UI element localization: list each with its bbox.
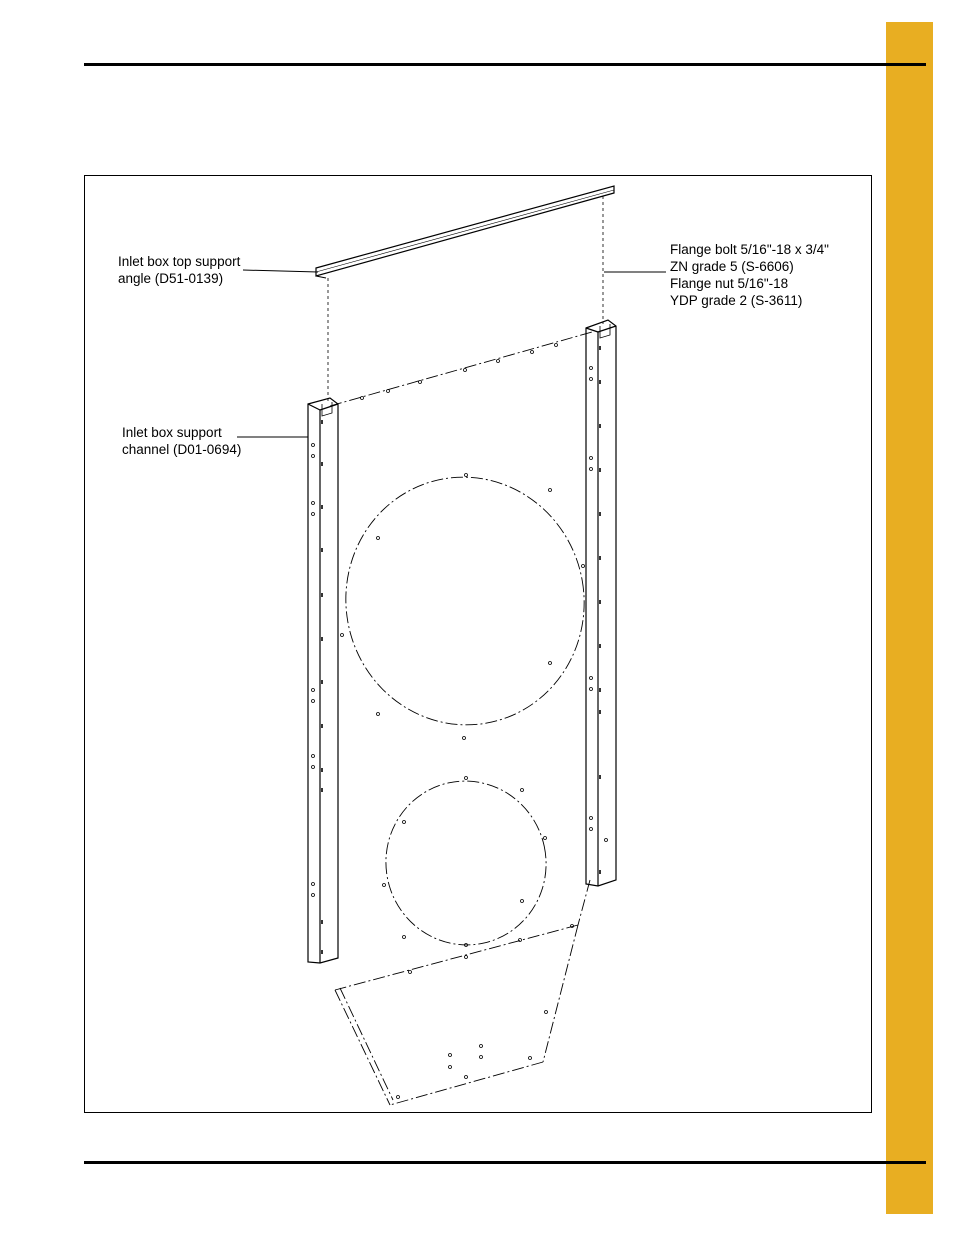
callout-line: angle (D51-0139): [118, 271, 224, 286]
top-support-angle: [316, 186, 614, 278]
inlet-plate: [326, 332, 603, 1105]
channel-slots: [322, 346, 600, 954]
callout-line: Flange bolt 5/16"-18 x 3/4": [670, 242, 829, 257]
callout-line: Inlet box top support: [118, 254, 241, 269]
callout-line: channel (D01-0694): [122, 442, 242, 457]
callout-line: ZN grade 5 (S-6606): [670, 259, 794, 274]
callout-line: Inlet box support: [122, 425, 222, 440]
left-support-channel: [308, 398, 338, 963]
bolt-holes: [312, 344, 608, 1099]
leader-line: [243, 270, 318, 272]
callout-line: Flange nut 5/16"-18: [670, 276, 789, 291]
right-support-channel: [586, 320, 616, 886]
callout-line: YDP grade 2 (S-3611): [670, 293, 803, 308]
